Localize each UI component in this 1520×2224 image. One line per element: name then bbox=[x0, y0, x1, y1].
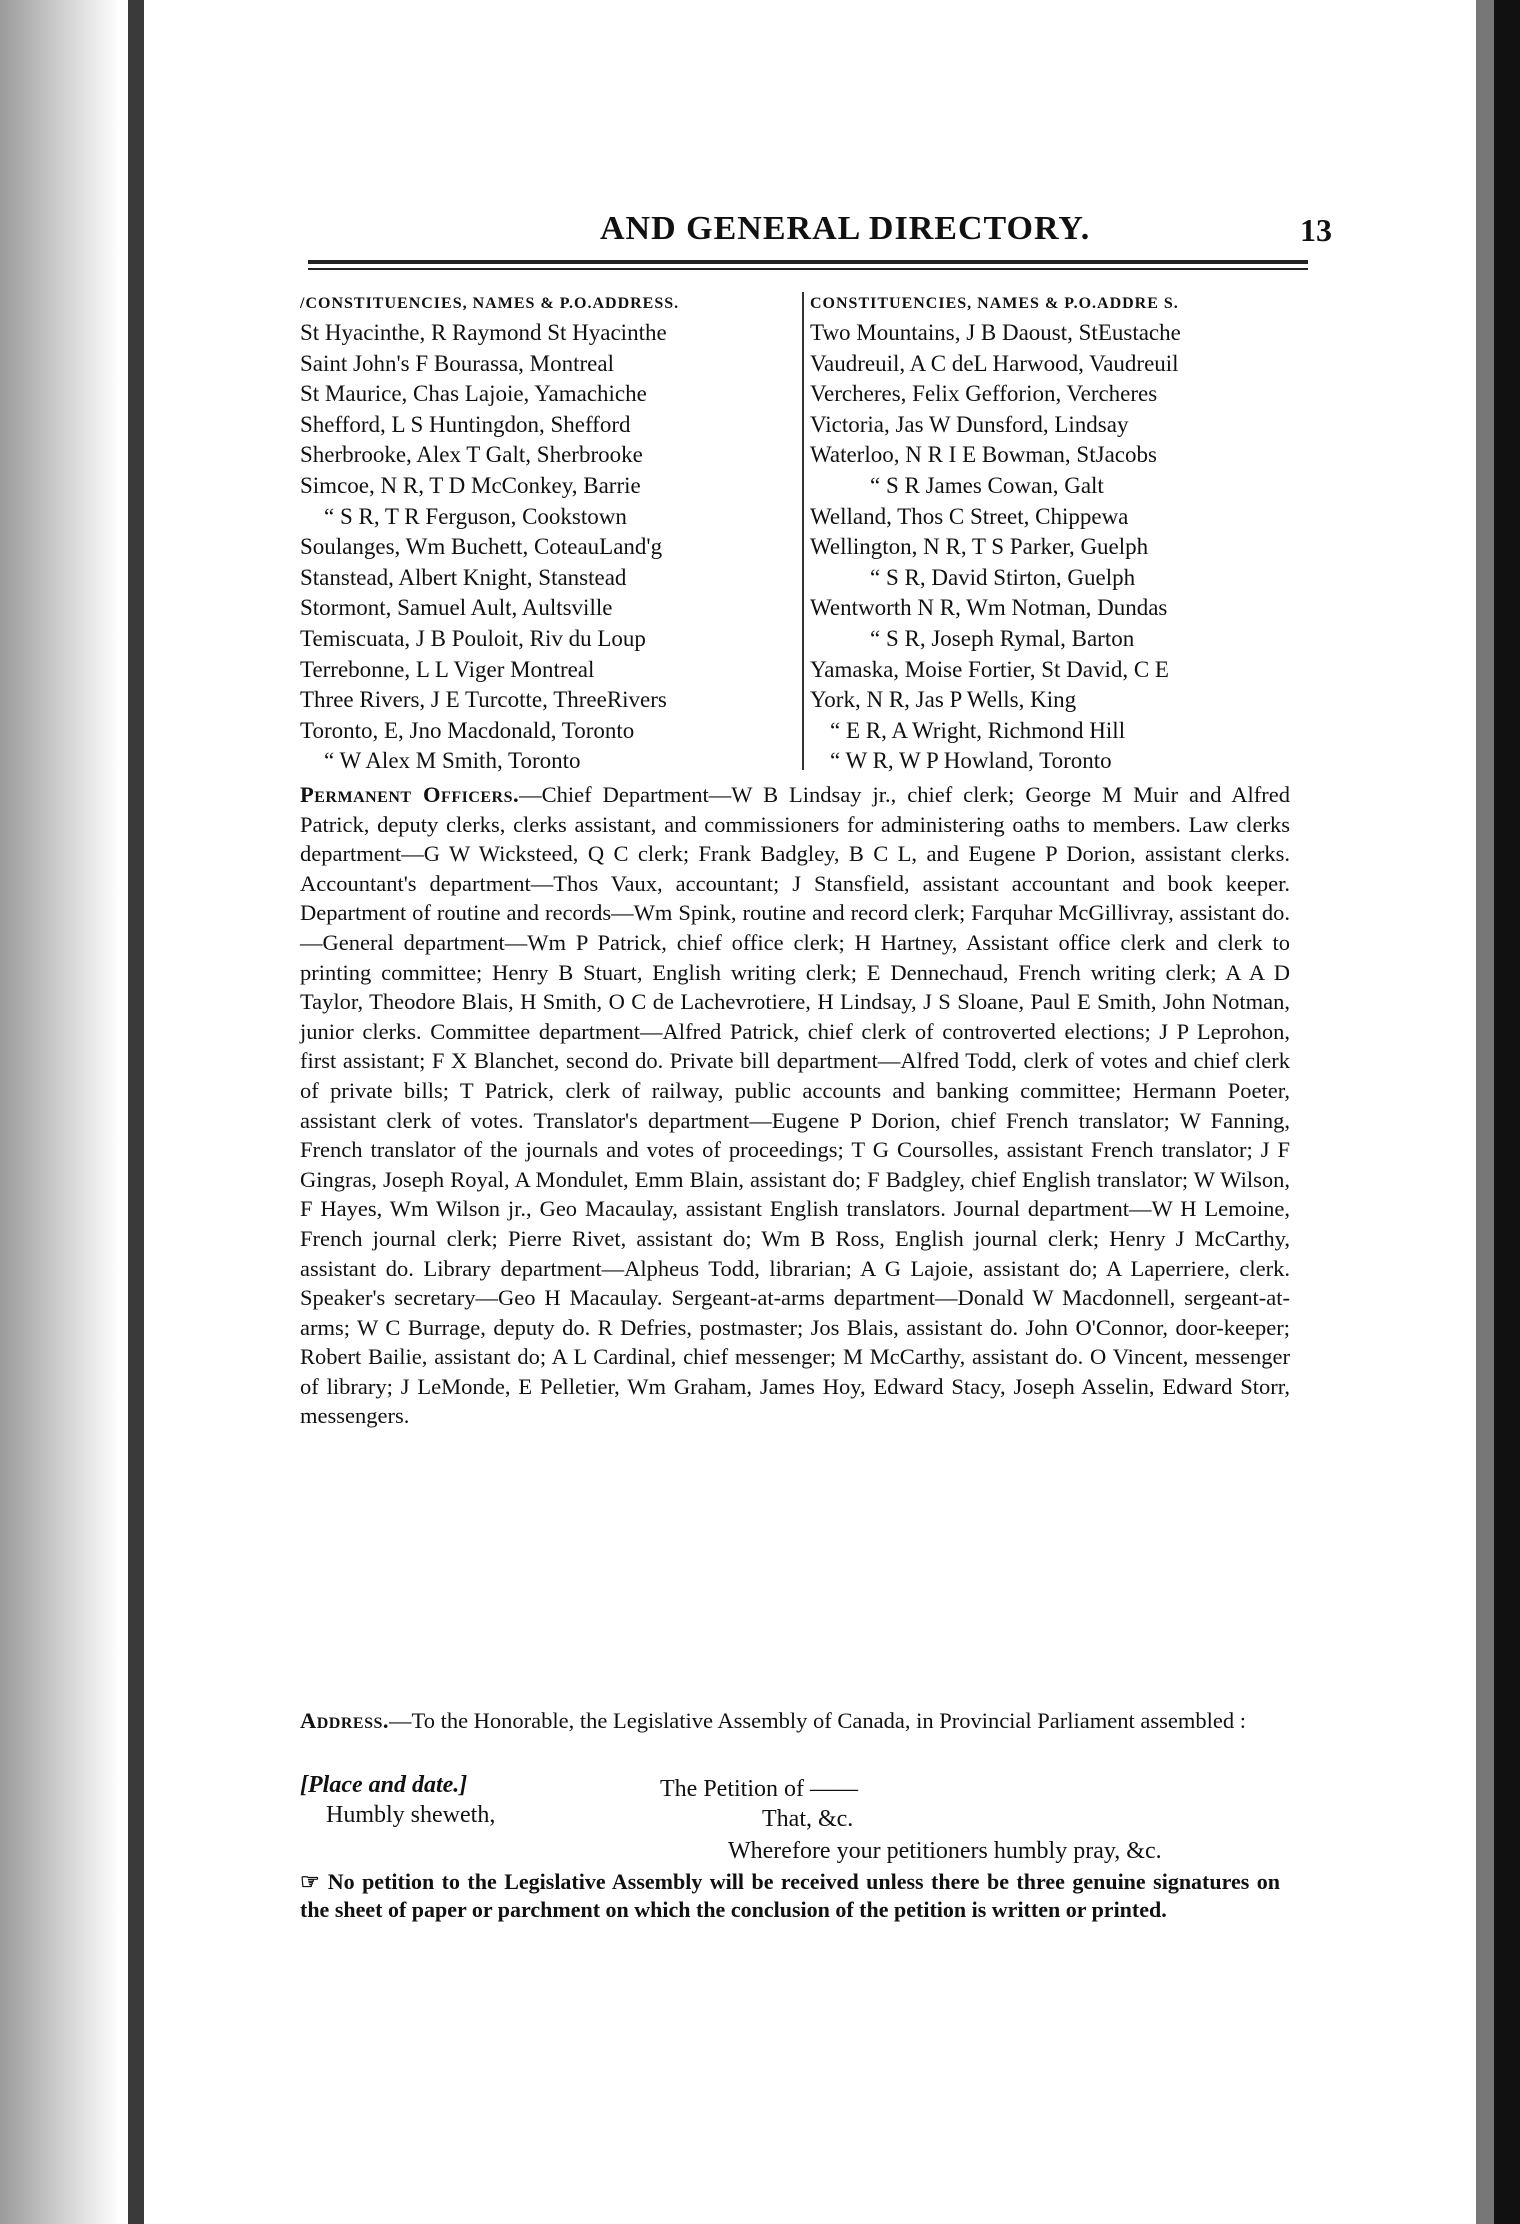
list-item: Yamaska, Moise Fortier, St David, C E bbox=[810, 656, 1169, 682]
list-item: “ S R, Joseph Rymal, Barton bbox=[870, 625, 1135, 651]
list-item: “ S R, David Stirton, Guelph bbox=[870, 564, 1136, 590]
that-etc: That, &c. bbox=[762, 1806, 854, 1832]
page-edge-right bbox=[1494, 0, 1520, 2224]
page-title: AND GENERAL DIRECTORY. bbox=[600, 210, 1091, 247]
place-and-date: [Place and date.] bbox=[300, 1772, 468, 1798]
column-divider bbox=[802, 292, 804, 770]
list-item: Saint John's F Bourassa, Montreal bbox=[300, 350, 614, 376]
page-gutter-shadow bbox=[128, 0, 144, 2224]
paragraph-body: —To the Honorable, the Legislative Assembly of Canada, in Provincial Parliament assembled : bbox=[389, 1708, 1246, 1733]
list-item: Two Mountains, J B Daoust, StEustache bbox=[810, 320, 1181, 345]
note-text: No petition to the Legislative Assembly will be received unless there be three genuine signatures on the sheet of paper or parchment on which the conclusion of the petition is written or printed. bbox=[300, 1869, 1280, 1922]
list-item: Temiscuata, J B Pouloit, Riv du Loup bbox=[300, 625, 646, 651]
humbly-sheweth: Humbly sheweth, bbox=[326, 1802, 496, 1828]
list-item: St Hyacinthe, R Raymond St Hyacinthe bbox=[300, 320, 667, 345]
list-item: Terrebonne, L L Viger Montreal bbox=[300, 656, 595, 682]
list-item: St Maurice, Chas Lajoie, Yamachiche bbox=[300, 381, 647, 407]
running-header bbox=[300, 208, 1332, 258]
constituencies-left-column bbox=[300, 290, 800, 777]
list-item: Wentworth N R, Wm Notman, Dundas bbox=[810, 595, 1168, 621]
paragraph-lead: Address. bbox=[300, 1708, 390, 1733]
header-rule-thick bbox=[308, 260, 1308, 264]
list-item: Wellington, N R, T S Parker, Guelph bbox=[810, 534, 1149, 560]
constituencies-right-column bbox=[810, 290, 1310, 777]
list-item: Toronto, E, Jno Macdonald, Toronto bbox=[300, 717, 635, 743]
list-item: York, N R, Jas P Wells, King bbox=[810, 687, 1077, 713]
list-item: Vaudreuil, A C deL Harwood, Vaudreuil bbox=[810, 350, 1179, 376]
column-heading: /CONSTITUENCIES, NAMES & P.O.ADDRESS. bbox=[300, 295, 680, 312]
petition-note bbox=[300, 1868, 1280, 1924]
list-item: Welland, Thos C Street, Chippewa bbox=[810, 503, 1129, 529]
pointing-hand-icon: ☞ bbox=[300, 1869, 320, 1894]
list-item: Waterloo, N R I E Bowman, StJacobs bbox=[810, 442, 1157, 468]
page-edge-right-shadow bbox=[1476, 0, 1494, 2224]
list-item: Victoria, Jas W Dunsford, Lindsay bbox=[810, 411, 1129, 437]
constituencies-table bbox=[300, 290, 1320, 790]
list-item: “ W R, W P Howland, Toronto bbox=[830, 748, 1112, 774]
paragraph-lead: Permanent Officers. bbox=[300, 782, 520, 807]
wherefore-line: Wherefore your petitioners humbly pray, &c. bbox=[728, 1838, 1162, 1864]
list-item: Vercheres, Felix Gefforion, Vercheres bbox=[810, 381, 1158, 407]
list-item: Stanstead, Albert Knight, Stanstead bbox=[300, 564, 627, 590]
address-paragraph bbox=[300, 1706, 1290, 1736]
list-item: “ S R, T R Ferguson, Cookstown bbox=[324, 503, 627, 529]
list-item: “ E R, A Wright, Richmond Hill bbox=[830, 717, 1126, 743]
list-item: Soulanges, Wm Buchett, CoteauLand'g bbox=[300, 534, 663, 560]
page-edge-left bbox=[0, 0, 120, 2224]
list-item: Stormont, Samuel Ault, Aultsville bbox=[300, 595, 613, 621]
header-rule-thin bbox=[308, 268, 1308, 270]
list-item: Three Rivers, J E Turcotte, ThreeRivers bbox=[300, 687, 667, 713]
page-number: 13 bbox=[1300, 212, 1332, 248]
list-item: “ W Alex M Smith, Toronto bbox=[324, 748, 581, 774]
list-item: Simcoe, N R, T D McConkey, Barrie bbox=[300, 472, 641, 498]
list-item: Sherbrooke, Alex T Galt, Sherbrooke bbox=[300, 442, 643, 468]
paragraph-body: —Chief Department—W B Lindsay jr., chief clerk; George M Muir and Alfred Patrick, deputy clerks, clerks assistant, and commissioners for administering oaths to members. Law clerks department—G W Wicksteed, Q C clerk; Frank Badgley, B C L, and Eugene P Dorion, assistant clerks. Accountant's department—Thos Vaux, accountant; J Stansfield, assistant accountant and book keeper. Department of routine and records—Wm Spink, routine and record clerk; Farquhar McGillivray, assistant do.—General department—Wm P Patrick, chief office clerk; H Hartney, Assistant office clerk and clerk to printing committee; Henry B Stuart, English writing clerk; E Dennechaud, French writing clerk; A A D Taylor, Theodore Blais, H Smith, O C de Lachevrotiere, H Lindsay, J S Sloane, Paul E Smith, John Notman, junior clerks. Committee department—Alfred Patrick, chief clerk of controverted elections; J P Leprohon, first assistant; F X Blanchet, second do. Private bill department—Alfred Todd, clerk of votes and chief clerk of private bills; T Patrick, clerk of railway, public accounts and banking committee; Hermann Poeter, assistant clerk of votes. Translator's department—Eugene P Dorion, chief French translator; W Fanning, French translator of the journals and votes of proceedings; T G Coursolles, assistant French translator; J F Gingras, Joseph Royal, A Mondulet, Emm Blain, assistant do; F Badgley, chief English translator; W Wilson, F Hayes, Wm Wilson jr., Geo Macaulay, assistant English translators. Journal department—W H Lemoine, French journal clerk; Pierre Rivet, assistant do; Wm B Ross, English journal clerk; Henry J McCarthy, assistant do. Library department—Alpheus Todd, librarian; A G Lajoie, assistant do; A Laperriere, clerk. Speaker's secretary—Geo H Macaulay. Sergeant-at-arms department—Donald W Macdonnell, sergeant-at-arms; W C Burrage, deputy do. R Defries, postmaster; Jos Blais, assistant do. John O'Connor, door-keeper; Robert Bailie, assistant do; A L Cardinal, chief messenger; M McCarthy, assistant do. O Vincent, messenger of library; J LeMonde, E Pelletier, Wm Graham, James Hoy, Edward Stacy, Joseph Asselin, Edward Storr, messengers. bbox=[300, 782, 1290, 1429]
petition-of: The Petition of —— bbox=[660, 1776, 858, 1802]
permanent-officers-paragraph bbox=[300, 780, 1290, 1431]
list-item: “ S R James Cowan, Galt bbox=[870, 472, 1104, 498]
column-heading: CONSTITUENCIES, NAMES & P.O.ADDRE S. bbox=[810, 295, 1179, 312]
list-item: Shefford, L S Huntingdon, Shefford bbox=[300, 411, 631, 437]
